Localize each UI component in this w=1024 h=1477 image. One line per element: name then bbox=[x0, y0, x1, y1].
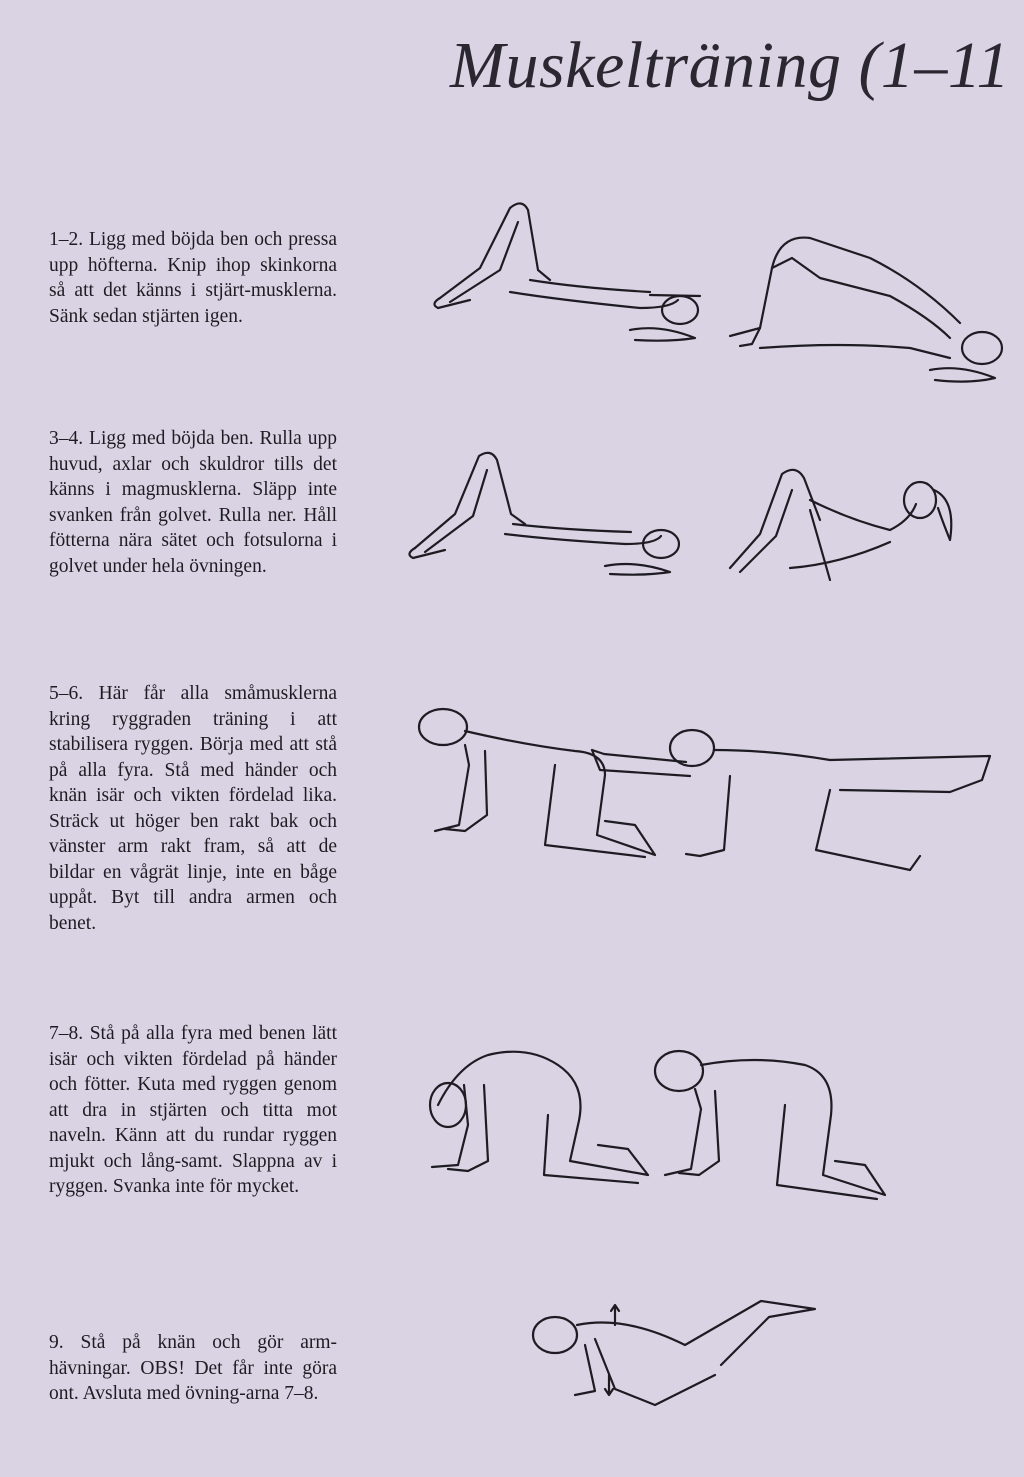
hip-bridge-figure bbox=[720, 228, 1010, 398]
exercise-5-6-text: 5–6. Här får alla småmusklerna kring ryggraden träning i att stabilisera ryggen. Börja med att stå på alla fyra. Stå med händer och knän isär och vikten fördelad lika. Sträck ut höger ben rakt bak och vänster arm rakt fram, så att de bildar en vågrät linje, inte en båge uppåt. Byt till andra armen och benet. bbox=[49, 683, 337, 934]
lying-bent-knees-figure bbox=[410, 200, 710, 360]
arm-leg-extension-figure bbox=[590, 720, 1010, 880]
knee-pushup-figure bbox=[525, 1295, 825, 1435]
exercise-7-8-text: 7–8. Stå på alla fyra med benen lätt isär och vikten fördelad på händer och fötter. Kuta med ryggen genom att dra in stjärten och titta mot naveln. Känn att du rundar ryggen mjukt och lång-samt. Slappna av i ryggen. Svanka inte för mycket. bbox=[49, 1023, 337, 1197]
all-fours-figure bbox=[645, 1045, 915, 1210]
rounded-back-figure bbox=[418, 1045, 678, 1185]
page-title: Muskelträning (1–11 bbox=[450, 29, 1011, 102]
lying-bent-knees-figure bbox=[395, 448, 695, 588]
exercise-9-text: 9. Stå på knän och gör arm-hävningar. OBS! Det får inte göra ont. Avsluta med övning-arna 7–8. bbox=[49, 1332, 337, 1404]
exercise-1-2-text: 1–2. Ligg med böjda ben och pressa upp höfterna. Knip ihop skinkorna så att det känns i stjärt-musklerna. Sänk sedan stjärten igen. bbox=[49, 229, 337, 327]
exercise-3-4-text: 3–4. Ligg med böjda ben. Rulla upp huvud, axlar och skuldror tills det känns i magmusklerna. Släpp inte svanken från golvet. Rulla ner. Håll fötterna nära sätet och fotsulorna i golvet under hela övningen. bbox=[49, 428, 337, 577]
crunch-figure bbox=[720, 460, 980, 590]
